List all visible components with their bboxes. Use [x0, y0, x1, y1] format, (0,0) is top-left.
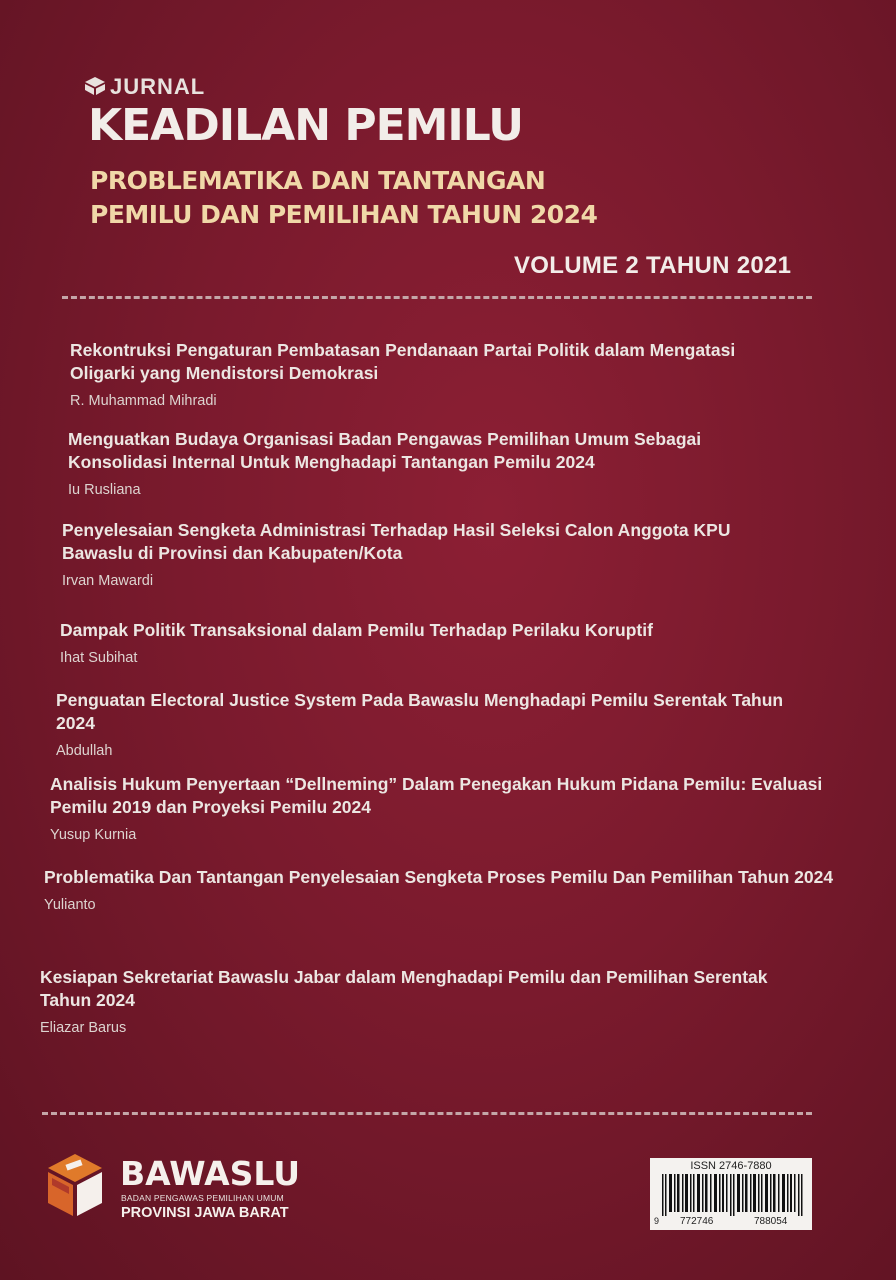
barcode: [650, 1158, 812, 1230]
article-author: Yulianto: [44, 897, 96, 913]
journal-title: KEADILAN PEMILU: [88, 100, 523, 151]
publisher-name: BAWASLU: [120, 1154, 301, 1193]
article-8: [40, 966, 800, 1036]
article-title: Rekontruksi Pengaturan Pembatasan Pendanaan Partai Politik dalam Mengatasi Oligarki yang Mendistorsi Demokrasi: [70, 340, 736, 383]
journal-subtitle-line2: PEMILU DAN PEMILIHAN TAHUN 2024: [90, 200, 598, 229]
issn-label: ISSN 2746-7880: [690, 1160, 772, 1172]
article-title: Penguatan Electoral Justice System Pada Bawaslu Menghadapi Pemilu Serentak Tahun 2024: [56, 690, 784, 733]
article-3: [62, 519, 792, 589]
article-author: Iu Rusliana: [68, 482, 141, 498]
article-author: Ihat Subihat: [60, 650, 138, 666]
journal-volume: VOLUME 2 TAHUN 2021: [514, 252, 792, 279]
article-4: [60, 619, 800, 666]
barcode-bars: [662, 1174, 808, 1216]
article-title: Analisis Hukum Penyertaan “Dellneming” Dalam Penegakan Hukum Pidana Pemilu: Evaluasi Pemilu 2019 dan Proyeksi Pemilu 2024: [50, 774, 823, 817]
article-7: [44, 866, 834, 913]
article-title: Problematika Dan Tantangan Penyelesaian Sengketa Proses Pemilu Dan Pemilihan Tahun 2024: [44, 867, 834, 887]
article-author: Irvan Mawardi: [62, 573, 154, 589]
article-author: R. Muhammad Mihradi: [70, 393, 217, 409]
article-author: Eliazar Barus: [40, 1020, 127, 1036]
jurnal-logo-icon: [84, 76, 106, 96]
article-2: [68, 428, 768, 498]
article-title: Penyelesaian Sengketa Administrasi Terhadap Hasil Seleksi Calon Anggota KPU Bawaslu di Provinsi dan Kabupaten/Kota: [62, 520, 731, 563]
publisher-province: PROVINSI JAWA BARAT: [121, 1205, 289, 1221]
top-divider: [62, 296, 812, 299]
article-author: Abdullah: [56, 743, 113, 759]
article-title: Kesiapan Sekretariat Bawaslu Jabar dalam Menghadapi Pemilu dan Pemilihan Serentak Tahun 2024: [40, 967, 768, 1010]
article-title: Menguatkan Budaya Organisasi Badan Pengawas Pemilihan Umum Sebagai Konsolidasi Internal Untuk Menghadapi Tantangan Pemilu 2024: [68, 429, 702, 472]
journal-subtitle-line1: PROBLEMATIKA DAN TANTANGAN: [90, 166, 546, 195]
journal-label: JURNAL: [110, 74, 206, 99]
article-author: Yusup Kurnia: [50, 827, 137, 843]
barcode-digits-mid: 772746: [680, 1216, 714, 1227]
publisher-full-name: BADAN PENGAWAS PEMILIHAN UMUM: [121, 1193, 284, 1203]
article-5: [56, 689, 796, 759]
article-title: Dampak Politik Transaksional dalam Pemilu Terhadap Perilaku Koruptif: [60, 620, 653, 640]
bawaslu-ballot-box-icon: [44, 1150, 106, 1220]
bottom-divider: [42, 1112, 812, 1115]
barcode-digits-right: 788054: [754, 1216, 788, 1227]
article-1: [70, 339, 790, 409]
barcode-digit-left: 9: [654, 1216, 660, 1226]
article-6: [50, 773, 830, 843]
